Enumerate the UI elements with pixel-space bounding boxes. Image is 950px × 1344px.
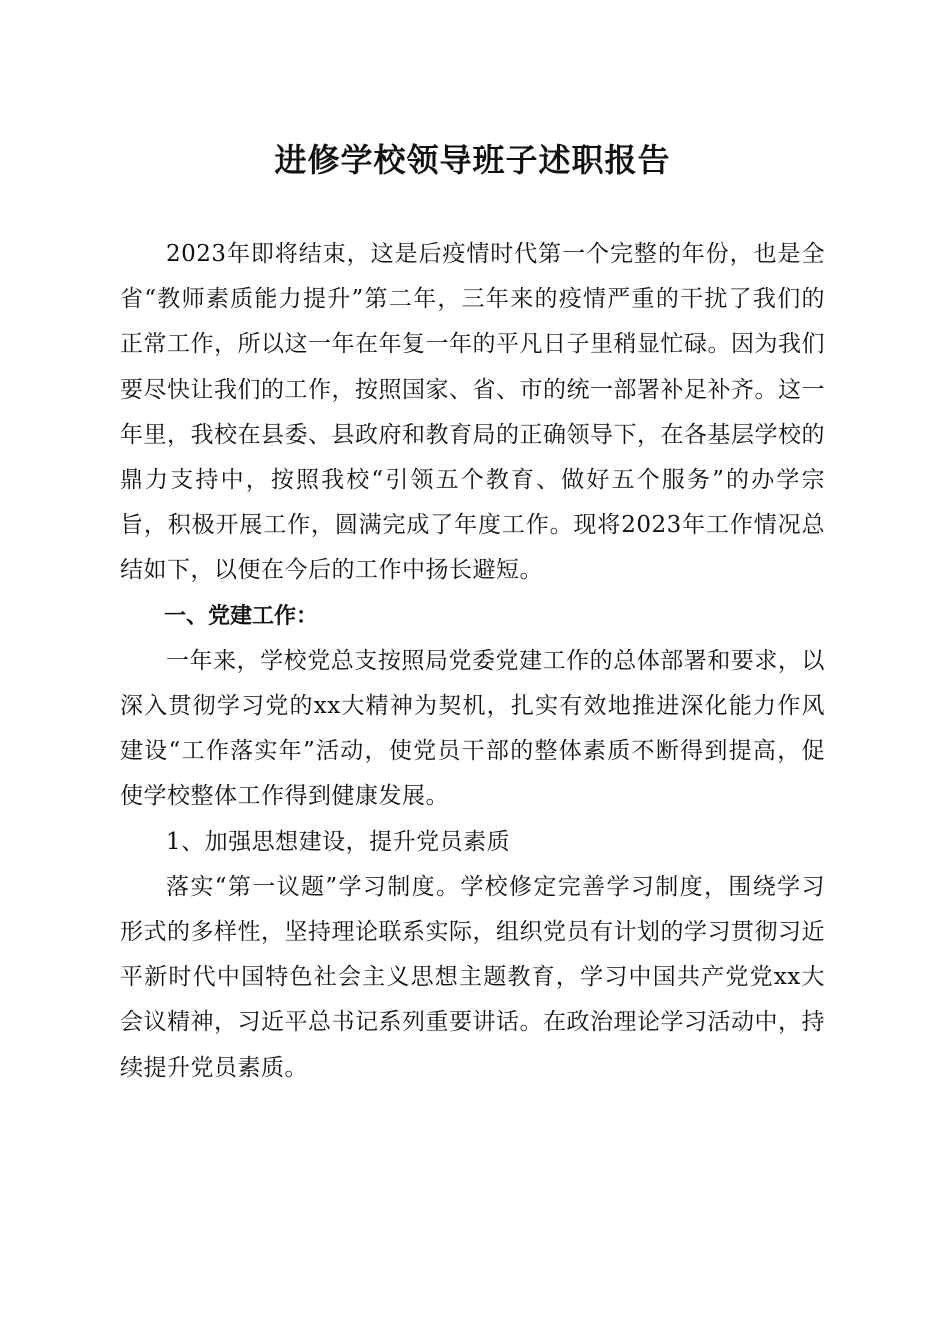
section-heading-party-building: 一、党建工作： [164, 603, 319, 629]
document-title: 进修学校领导班子述职报告 [274, 141, 671, 179]
section-paragraph-party-building: 一年来，学校党总支按照局党委党建工作的总体部署和要求，以深入贯彻学习党的xx大精神为契机，扎实有效地推进深化能力作风建设“工作落实年”活动，使党员干部的整体素质不断得到提高，促使学校整体工作得到健康发展。 [120, 647, 825, 810]
subsection-paragraph-ideology: 落实“第一议题”学习制度。学校修定完善学习制度，围绕学习形式的多样性，坚持理论联系实际，组织党员有计划的学习贯彻习近平新时代中国特色社会主义思想主题教育，学习中国共产党党xx大会议精神，习近平总书记系列重要讲话。在政治理论学习活动中，持续提升党员素质。 [120, 873, 825, 1081]
intro-paragraph: 2023年即将结束，这是后疫情时代第一个完整的年份，也是全省“教师素质能力提升”第二年，三年来的疫情严重的干扰了我们的正常工作，所以这一年在年复一年的平凡日子里稍显忙碌。因为我们要尽快让我们的工作，按照国家、省、市的统一部署补足补齐。这一年里，我校在县委、县政府和教育局的正确领导下，在各基层学校的鼎力支持中，按照我校“引领五个教育、做好五个服务”的办学宗旨，积极开展工作，圆满完成了年度工作。现将2023年工作情况总结如下，以便在今后的工作中扬长避短。 [120, 241, 825, 584]
subsection-heading-ideology: 1、加强思想建设，提升党员素质 [166, 828, 511, 855]
document-body [120, 130, 825, 1091]
